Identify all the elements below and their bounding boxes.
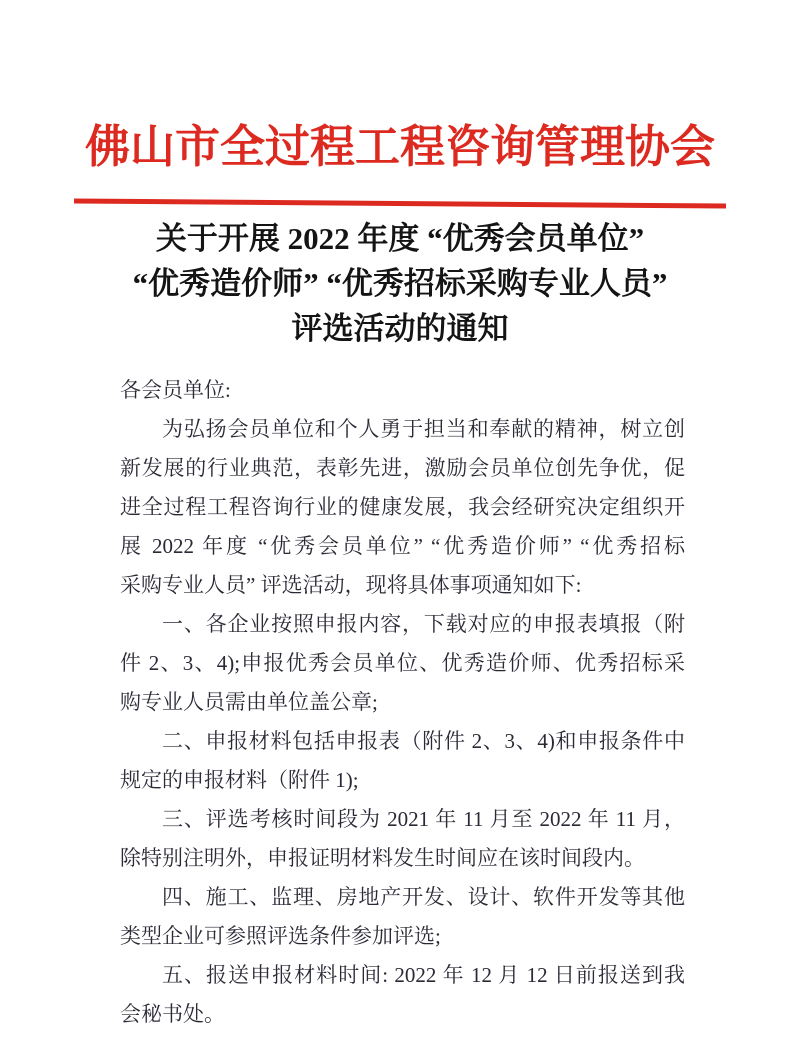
letterhead-rule <box>74 198 726 208</box>
body-line: 采购专业人员” 评选活动，现将具体事项通知如下: <box>120 573 582 597</box>
body-line: 展 2022 年度 “优秀会员单位” “优秀造价师” “优秀招标 <box>120 534 685 558</box>
salutation: 各会员单位: <box>120 378 231 402</box>
body-line: 购专业人员需由单位盖公章; <box>120 690 378 714</box>
letterhead <box>0 0 800 206</box>
org-name: 佛山市全过程工程咨询管理协会 <box>84 122 715 172</box>
body-line: 二、申报材料包括申报表（附件 2、3、4)和申报条件中 <box>162 729 685 753</box>
body-line: 规定的申报材料（附件 1); <box>120 768 359 792</box>
body-line: 五、报送申报材料时间: 2022 年 12 月 12 日前报送到我 <box>162 963 685 987</box>
paragraph-list <box>120 410 685 1034</box>
notice-title <box>0 216 800 351</box>
body-line: 四、施工、监理、房地产开发、设计、软件开发等其他 <box>162 885 685 909</box>
body-line: 新发展的行业典范，表彰先进，激励会员单位创先争优，促 <box>120 456 685 480</box>
body-line: 除特别注明外，申报证明材料发生时间应在该时间段内。 <box>120 846 645 870</box>
notice-body <box>120 371 685 1034</box>
notice-title-line: 关于开展 2022 年度 “优秀会员单位” <box>155 221 645 256</box>
body-line: 一、各企业按照申报内容，下载对应的申报表填报（附 <box>162 612 685 636</box>
body-line: 件 2、3、4);申报优秀会员单位、优秀造价师、优秀招标采 <box>120 651 685 675</box>
body-line: 三、评选考核时间段为 2021 年 11 月至 2022 年 11 月， <box>162 807 685 831</box>
notice-title-line: 评选活动的通知 <box>291 311 509 346</box>
notice-title-line: “优秀造价师” “优秀招标采购专业人员” <box>132 266 668 301</box>
body-line: 为弘扬会员单位和个人勇于担当和奉献的精神，树立创 <box>162 417 685 441</box>
body-line: 进全过程工程咨询行业的健康发展，我会经研究决定组织开 <box>120 495 685 519</box>
body-line: 类型企业可参照评选条件参加评选; <box>120 924 441 948</box>
body-line: 会秘书处。 <box>120 1002 225 1026</box>
